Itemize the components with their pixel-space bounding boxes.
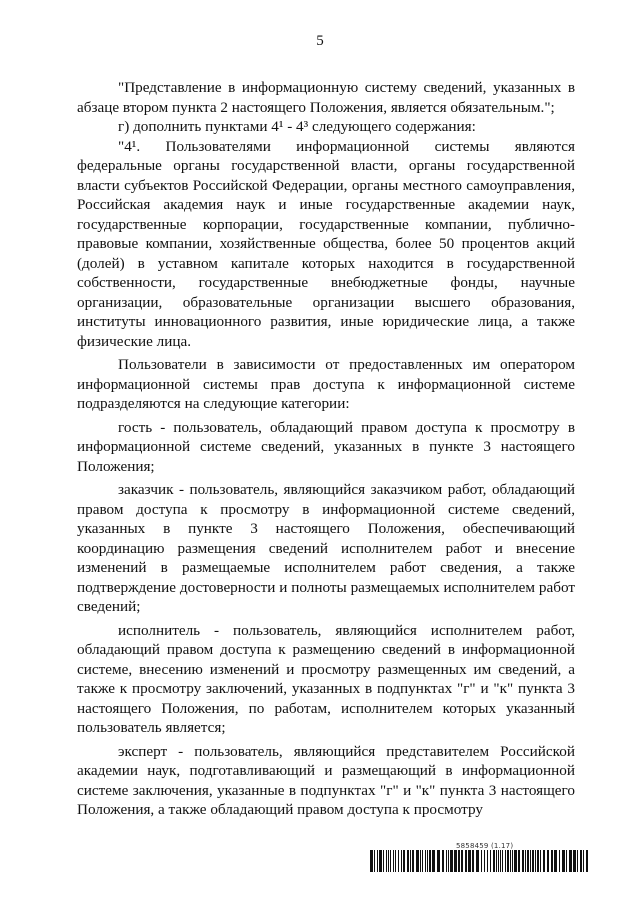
barcode-bar bbox=[407, 850, 409, 872]
paragraph: г) дополнить пунктами 4¹ - 4³ следующего содержания: bbox=[118, 118, 476, 135]
paragraph: исполнитель - пользователь, являющийся исполнителем работ, обладающий правом доступа к размещению сведений в информационной системе, внесению изменений и просмотру размещенных им сведений, а также к просмотру заключений, указанных в подпунктах "г" и "к" пункта 3 настоящего Положения, по работам, исполнителем которых указанный пользователь является; bbox=[77, 621, 575, 736]
barcode-bar bbox=[425, 850, 426, 872]
paragraph: Пользователи в зависимости от предоставленных им оператором информационной системы прав доступа к информационной системе подразделяются на следующие категории: bbox=[77, 356, 575, 412]
barcode-bar bbox=[498, 850, 499, 872]
barcode-bar bbox=[525, 850, 526, 872]
barcode-bar bbox=[432, 850, 435, 872]
barcode-bar bbox=[562, 850, 565, 872]
barcode-bar bbox=[465, 850, 467, 872]
barcode-bar bbox=[458, 850, 460, 872]
barcode-bar bbox=[566, 850, 567, 872]
barcode-bar bbox=[543, 850, 545, 872]
barcode-bar bbox=[448, 850, 449, 872]
barcode-bar bbox=[514, 850, 517, 872]
barcode-bar bbox=[454, 850, 457, 872]
barcode-bar bbox=[484, 850, 485, 872]
barcode-bar bbox=[379, 850, 382, 872]
barcode-bar bbox=[388, 850, 389, 872]
barcode-bar bbox=[422, 850, 423, 872]
barcode-bar bbox=[496, 850, 497, 872]
barcode-bar bbox=[383, 850, 384, 872]
barcode-bar bbox=[476, 850, 479, 872]
barcode-bar bbox=[537, 850, 539, 872]
barcode-bar bbox=[416, 850, 419, 872]
barcode-bar bbox=[505, 850, 506, 872]
barcode-bar bbox=[403, 850, 405, 872]
barcode-bar bbox=[401, 850, 402, 872]
barcode-bar bbox=[502, 850, 503, 872]
barcode-bar bbox=[450, 850, 453, 872]
paragraph: "4¹. Пользователями информационной системы являются федеральные органы государственной власти, органы государственной власти субъектов Российской Федерации, органы местного самоуправления, Российская академия наук и иные государственные академии наук, государственные корпорации, государственные компании, публично-правовые компании, хозяйственные общества, более 50 процентов акций (долей) в уставном капитале которых находится в государственной собственности, государственные внебюджетные фонды, научные организации, образовательные организации высшего образования, институты инновационного развития, иные юридические лица, а также физические лица. bbox=[77, 137, 575, 350]
barcode-bar bbox=[398, 850, 399, 872]
barcode-bar bbox=[540, 850, 541, 872]
barcode-bar bbox=[569, 850, 572, 872]
barcode-bar bbox=[437, 850, 440, 872]
document-body bbox=[77, 78, 575, 820]
barcode-bar bbox=[573, 850, 576, 872]
paragraph: эксперт - пользователь, являющийся представителем Российской академии наук, подготавливающий и размещающий в информационной системе заключения, указанные в подпунктах "г" и "к" пункта 3 настоящего Положения, а также обладающий правом доступа к просмотру bbox=[77, 742, 575, 818]
barcode-bar bbox=[510, 850, 511, 872]
barcode-bar bbox=[420, 850, 421, 872]
barcode-bar bbox=[442, 850, 444, 872]
barcode-bar bbox=[390, 850, 391, 872]
page-number: 5 bbox=[316, 33, 324, 49]
barcode-bar bbox=[468, 850, 471, 872]
barcode-bar bbox=[586, 850, 588, 872]
barcode-bar bbox=[554, 850, 557, 872]
barcode-bar bbox=[507, 850, 509, 872]
barcode-bar bbox=[532, 850, 534, 872]
barcode-bar bbox=[535, 850, 536, 872]
barcode-bar bbox=[577, 850, 578, 872]
barcode-bar bbox=[427, 850, 428, 872]
barcode-bar bbox=[518, 850, 520, 872]
barcode-bar bbox=[393, 850, 394, 872]
barcode-bar bbox=[551, 850, 553, 872]
barcode-bar bbox=[386, 850, 387, 872]
barcode-bar bbox=[490, 850, 491, 872]
barcode-bar bbox=[583, 850, 584, 872]
barcode-bar bbox=[377, 850, 378, 872]
barcode-bar bbox=[530, 850, 531, 872]
document-code: 5858459 (1.17) bbox=[456, 842, 514, 850]
barcode-bar bbox=[461, 850, 463, 872]
barcode-bar bbox=[410, 850, 411, 872]
barcode-bar bbox=[412, 850, 414, 872]
barcode-bar bbox=[559, 850, 560, 872]
barcode-bar bbox=[580, 850, 582, 872]
barcode bbox=[370, 850, 588, 872]
barcode-bar bbox=[429, 850, 431, 872]
barcode-bar bbox=[500, 850, 501, 872]
barcode-bar bbox=[481, 850, 482, 872]
barcode-bar bbox=[493, 850, 495, 872]
paragraph: гость - пользователь, обладающий правом доступа к просмотру в информационной системе сведений, указанных в пункте 3 настоящего Положения; bbox=[77, 418, 575, 475]
barcode-bar bbox=[547, 850, 549, 872]
barcode-bar bbox=[370, 850, 373, 872]
paragraph: "Представление в информационную систему сведений, указанных в абзаце втором пункта 2 настоящего Положения, является обязательным."; bbox=[77, 79, 575, 116]
barcode-bar bbox=[512, 850, 513, 872]
barcode-bar bbox=[487, 850, 488, 872]
barcode-bar bbox=[527, 850, 529, 872]
barcode-bar bbox=[374, 850, 375, 872]
barcode-bar bbox=[446, 850, 447, 872]
barcode-bar bbox=[395, 850, 396, 872]
barcode-bar bbox=[472, 850, 474, 872]
barcode-bar bbox=[522, 850, 524, 872]
paragraph: заказчик - пользователь, являющийся заказчиком работ, обладающий правом доступа к просмотру в информационной системе сведений, указанных в пункте 3 настоящего Положения, обеспечивающий координацию размещения сведений исполнителем работ и внесение изменений в размещаемые исполнителем работ сведения, а также подтверждение достоверности и полноты размещаемых исполнителем работ сведений; bbox=[77, 481, 575, 615]
